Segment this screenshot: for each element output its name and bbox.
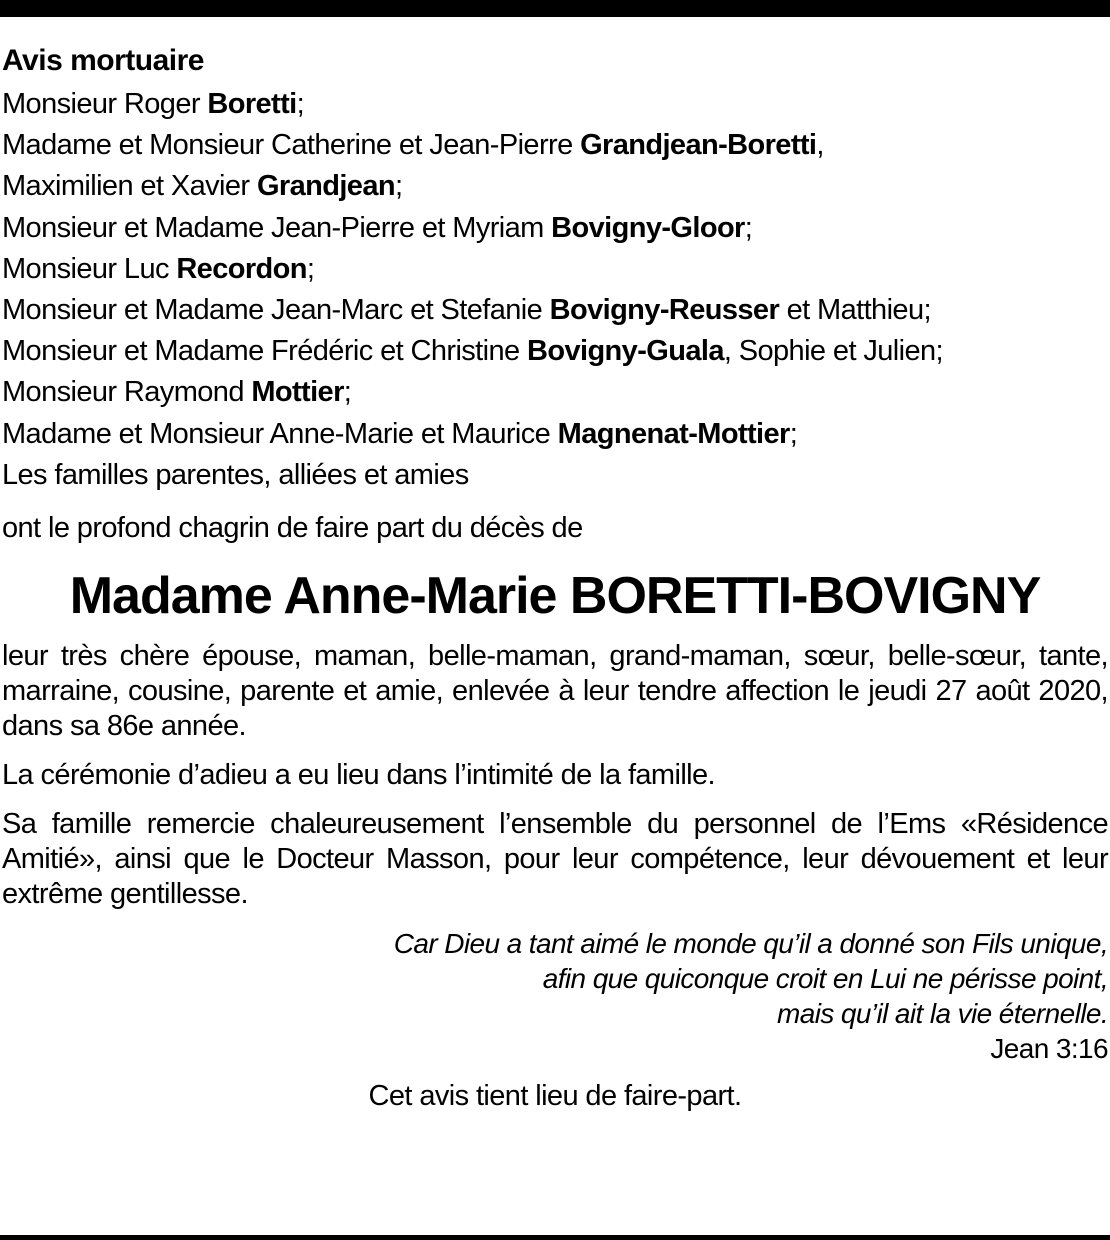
mourner-surname: Boretti: [207, 88, 297, 120]
mourner-text-tail: et Matthieu;: [779, 294, 931, 327]
mourner-line: [2, 331, 1108, 372]
verse-line: afin que quiconque croit en Lui ne périsse point,: [542, 963, 1108, 995]
mourner-text: Monsieur Raymond: [2, 376, 252, 409]
bottom-border-rule: [0, 1235, 1110, 1240]
mourner-surname: Magnenat-Mottier: [557, 417, 790, 450]
deceased-name: Madame Anne-Marie BORETTI-BOVIGNY: [69, 567, 1041, 626]
mourner-text: Monsieur et Madame Frédéric et Christine: [2, 335, 527, 368]
announcement-text: ont le profond chagrin de faire part du décès de: [2, 512, 583, 545]
mourner-line: [2, 455, 1108, 496]
mourner-surname: Mottier: [251, 376, 344, 409]
mourner-surname: Bovigny-Reusser: [549, 294, 780, 327]
mourner-text: Madame et Monsieur Catherine et Jean-Pierre: [2, 129, 581, 162]
mourner-surname: Grandjean: [256, 170, 395, 203]
mourner-line: [2, 372, 1108, 413]
verse-line: mais qu’il ait la vie éternelle.: [777, 998, 1108, 1030]
mourner-text: Madame et Monsieur Anne-Marie et Maurice: [2, 417, 558, 450]
mourner-text: Monsieur et Madame Jean-Pierre et Myriam: [2, 211, 552, 244]
thanks-paragraph: Sa famille remercie chaleureusement l’ensemble du personnel de l’Ems «Résidence Amitié», ainsi que le Docteur Masson, pour leur compétence, leur dévouement et leur extrême gentillesse.: [2, 808, 1108, 911]
mourner-line: [2, 125, 1108, 166]
mourner-text: Monsieur Roger: [2, 88, 208, 120]
mourner-text-tail: ,: [816, 129, 824, 162]
mourner-text: Maximilien et Xavier: [2, 170, 257, 203]
mourner-surname: Bovigny-Guala: [527, 335, 724, 368]
mourner-text-tail: ;: [306, 252, 315, 285]
mourner-surname: Bovigny-Gloor: [551, 211, 745, 244]
mourner-surname: Recordon: [176, 252, 307, 285]
mourner-text: Monsieur Luc: [2, 252, 177, 285]
mourner-line: [2, 166, 1108, 207]
mourner-text-tail: ;: [744, 211, 753, 244]
verse-reference: Jean 3:16: [990, 1033, 1108, 1065]
mourner-text: Monsieur et Madame Jean-Marc et Stefanie: [2, 294, 550, 327]
mourner-line: [2, 84, 1108, 125]
mourner-text: Les familles parentes, alliées et amies: [2, 458, 469, 491]
mourners-list: [2, 84, 1108, 496]
mourner-surname: Grandjean-Boretti: [580, 129, 817, 162]
mourner-text-tail: ;: [394, 170, 403, 203]
verse-line: Car Dieu a tant aimé le monde qu’il a donné son Fils unique,: [393, 928, 1108, 960]
bible-verse: [2, 926, 1108, 1031]
tribute-paragraph: leur très chère épouse, maman, belle-maman, grand-maman, sœur, belle-sœur, tante, marraine, cousine, parente et amie, enlevée à leur tendre affection le jeudi 27 août 2020, dans sa 86e année.: [2, 640, 1108, 743]
death-notice: [2, 40, 1108, 1116]
mourner-line: [2, 249, 1108, 290]
mourner-line: [2, 208, 1108, 249]
mourner-line: [2, 414, 1108, 455]
mourner-line: [2, 290, 1108, 331]
mourner-text-tail: ;: [343, 376, 352, 409]
mourner-text-tail: ;: [296, 88, 305, 120]
footer-note: Cet avis tient lieu de faire-part.: [368, 1080, 742, 1113]
notice-heading: Avis mortuaire: [2, 44, 204, 77]
ceremony-paragraph: La cérémonie d’adieu a eu lieu dans l’intimité de la famille.: [2, 759, 715, 792]
mourner-text-tail: ;: [789, 417, 798, 450]
top-border-rule: [0, 0, 1110, 17]
mourner-text-tail: , Sophie et Julien;: [723, 335, 943, 368]
